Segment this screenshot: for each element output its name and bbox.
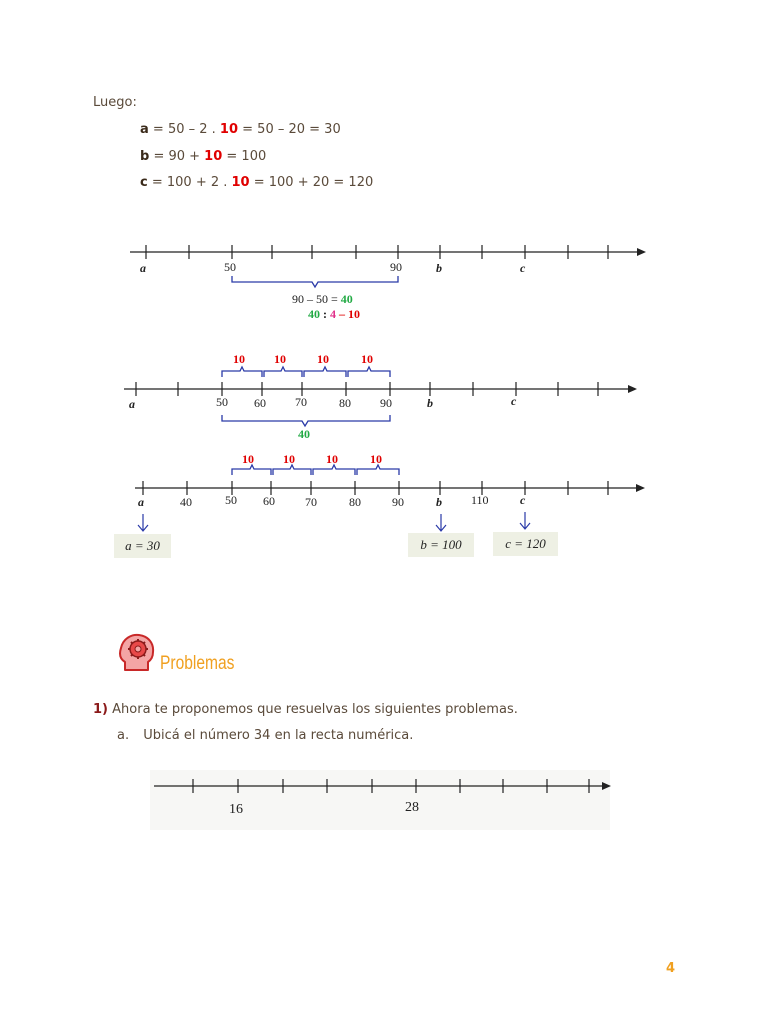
brace-50-90 bbox=[232, 276, 398, 287]
label-a: a bbox=[140, 261, 146, 275]
svg-text:10: 10 bbox=[370, 452, 382, 466]
eq-b-pre: = 90 + bbox=[149, 149, 205, 164]
intro-text: Luego: bbox=[93, 95, 137, 110]
result-box-a: a = 30 bbox=[114, 534, 171, 558]
equation-a bbox=[140, 122, 341, 137]
label-50: 50 bbox=[224, 260, 236, 274]
calc-line-2: 40 : 4 – 10 bbox=[308, 307, 360, 321]
eq-c-post: = 100 + 20 = 120 bbox=[249, 175, 374, 190]
item-marker: a. bbox=[117, 728, 130, 743]
label-70: 70 bbox=[305, 495, 317, 509]
brace-total bbox=[222, 415, 390, 426]
arrow-down-a bbox=[138, 514, 148, 531]
eq-b-post: = 100 bbox=[222, 149, 267, 164]
svg-text:10: 10 bbox=[242, 452, 254, 466]
number-line-2 bbox=[0, 345, 768, 445]
segment-labels bbox=[233, 352, 373, 366]
head-gear-icon bbox=[117, 632, 157, 674]
arrow-down-b bbox=[436, 514, 446, 531]
eq-b-highlight: 10 bbox=[204, 149, 223, 164]
result-box-b: b = 100 bbox=[408, 533, 474, 557]
label-80: 80 bbox=[349, 495, 361, 509]
arrow-head bbox=[628, 385, 637, 393]
label-40: 40 bbox=[180, 495, 192, 509]
problem-text: Ahora te proponemos que resuelvas los siguientes problemas. bbox=[108, 702, 518, 717]
label-90: 90 bbox=[380, 396, 392, 410]
label-60: 60 bbox=[254, 396, 266, 410]
svg-text:10: 10 bbox=[274, 352, 286, 366]
label-a: a bbox=[129, 397, 135, 411]
label-60: 60 bbox=[263, 494, 275, 508]
calc-line-1: 90 – 50 = 40 bbox=[292, 292, 353, 306]
label-80: 80 bbox=[339, 396, 351, 410]
label-50: 50 bbox=[225, 493, 237, 507]
problem-1 bbox=[93, 702, 518, 717]
arrow-down-c bbox=[520, 512, 530, 529]
page-number: 4 bbox=[666, 961, 676, 976]
eq-a-pre: = 50 – 2 . bbox=[148, 122, 220, 137]
item-text: Ubicá el número 34 en la recta numérica. bbox=[143, 728, 414, 743]
section-title: Problemas bbox=[160, 653, 235, 674]
number-line-1 bbox=[0, 230, 768, 330]
svg-text:10: 10 bbox=[361, 352, 373, 366]
label-16: 16 bbox=[229, 802, 243, 817]
line-background bbox=[150, 770, 610, 830]
var-a: a bbox=[140, 122, 149, 137]
eq-c-pre: = 100 + 2 . bbox=[147, 175, 232, 190]
exercise-number-line bbox=[150, 770, 615, 832]
svg-text:10: 10 bbox=[326, 452, 338, 466]
var-c: c bbox=[140, 175, 148, 190]
top-braces bbox=[222, 367, 390, 377]
arrow-head bbox=[637, 248, 646, 256]
label-50: 50 bbox=[216, 395, 228, 409]
label-28: 28 bbox=[405, 800, 419, 815]
label-b: b bbox=[436, 261, 442, 275]
label-c: c bbox=[511, 394, 517, 408]
svg-text:10: 10 bbox=[317, 352, 329, 366]
total-label: 40 bbox=[298, 427, 310, 441]
label-c: c bbox=[520, 493, 526, 507]
label-c: c bbox=[520, 261, 526, 275]
svg-text:10: 10 bbox=[283, 452, 295, 466]
item-a bbox=[117, 728, 413, 743]
eq-a-highlight: 10 bbox=[219, 122, 239, 137]
segment-labels bbox=[242, 452, 382, 466]
problem-number: 1) bbox=[93, 702, 108, 717]
label-a: a bbox=[138, 495, 144, 509]
label-90: 90 bbox=[392, 495, 404, 509]
result-box-c: c = 120 bbox=[493, 532, 558, 556]
svg-text:10: 10 bbox=[233, 352, 245, 366]
label-70: 70 bbox=[295, 395, 307, 409]
top-braces bbox=[232, 465, 399, 475]
arrow-head bbox=[636, 484, 645, 492]
equation-c bbox=[140, 175, 373, 190]
down-arrows bbox=[138, 512, 530, 531]
equation-b bbox=[140, 149, 266, 164]
label-b: b bbox=[427, 396, 433, 410]
eq-a-post: = 50 – 20 = 30 bbox=[238, 122, 341, 137]
var-b: b bbox=[140, 149, 150, 164]
label-b: b bbox=[436, 495, 442, 509]
eq-c-highlight: 10 bbox=[231, 175, 250, 190]
label-90: 90 bbox=[390, 260, 402, 274]
label-110: 110 bbox=[471, 493, 489, 507]
